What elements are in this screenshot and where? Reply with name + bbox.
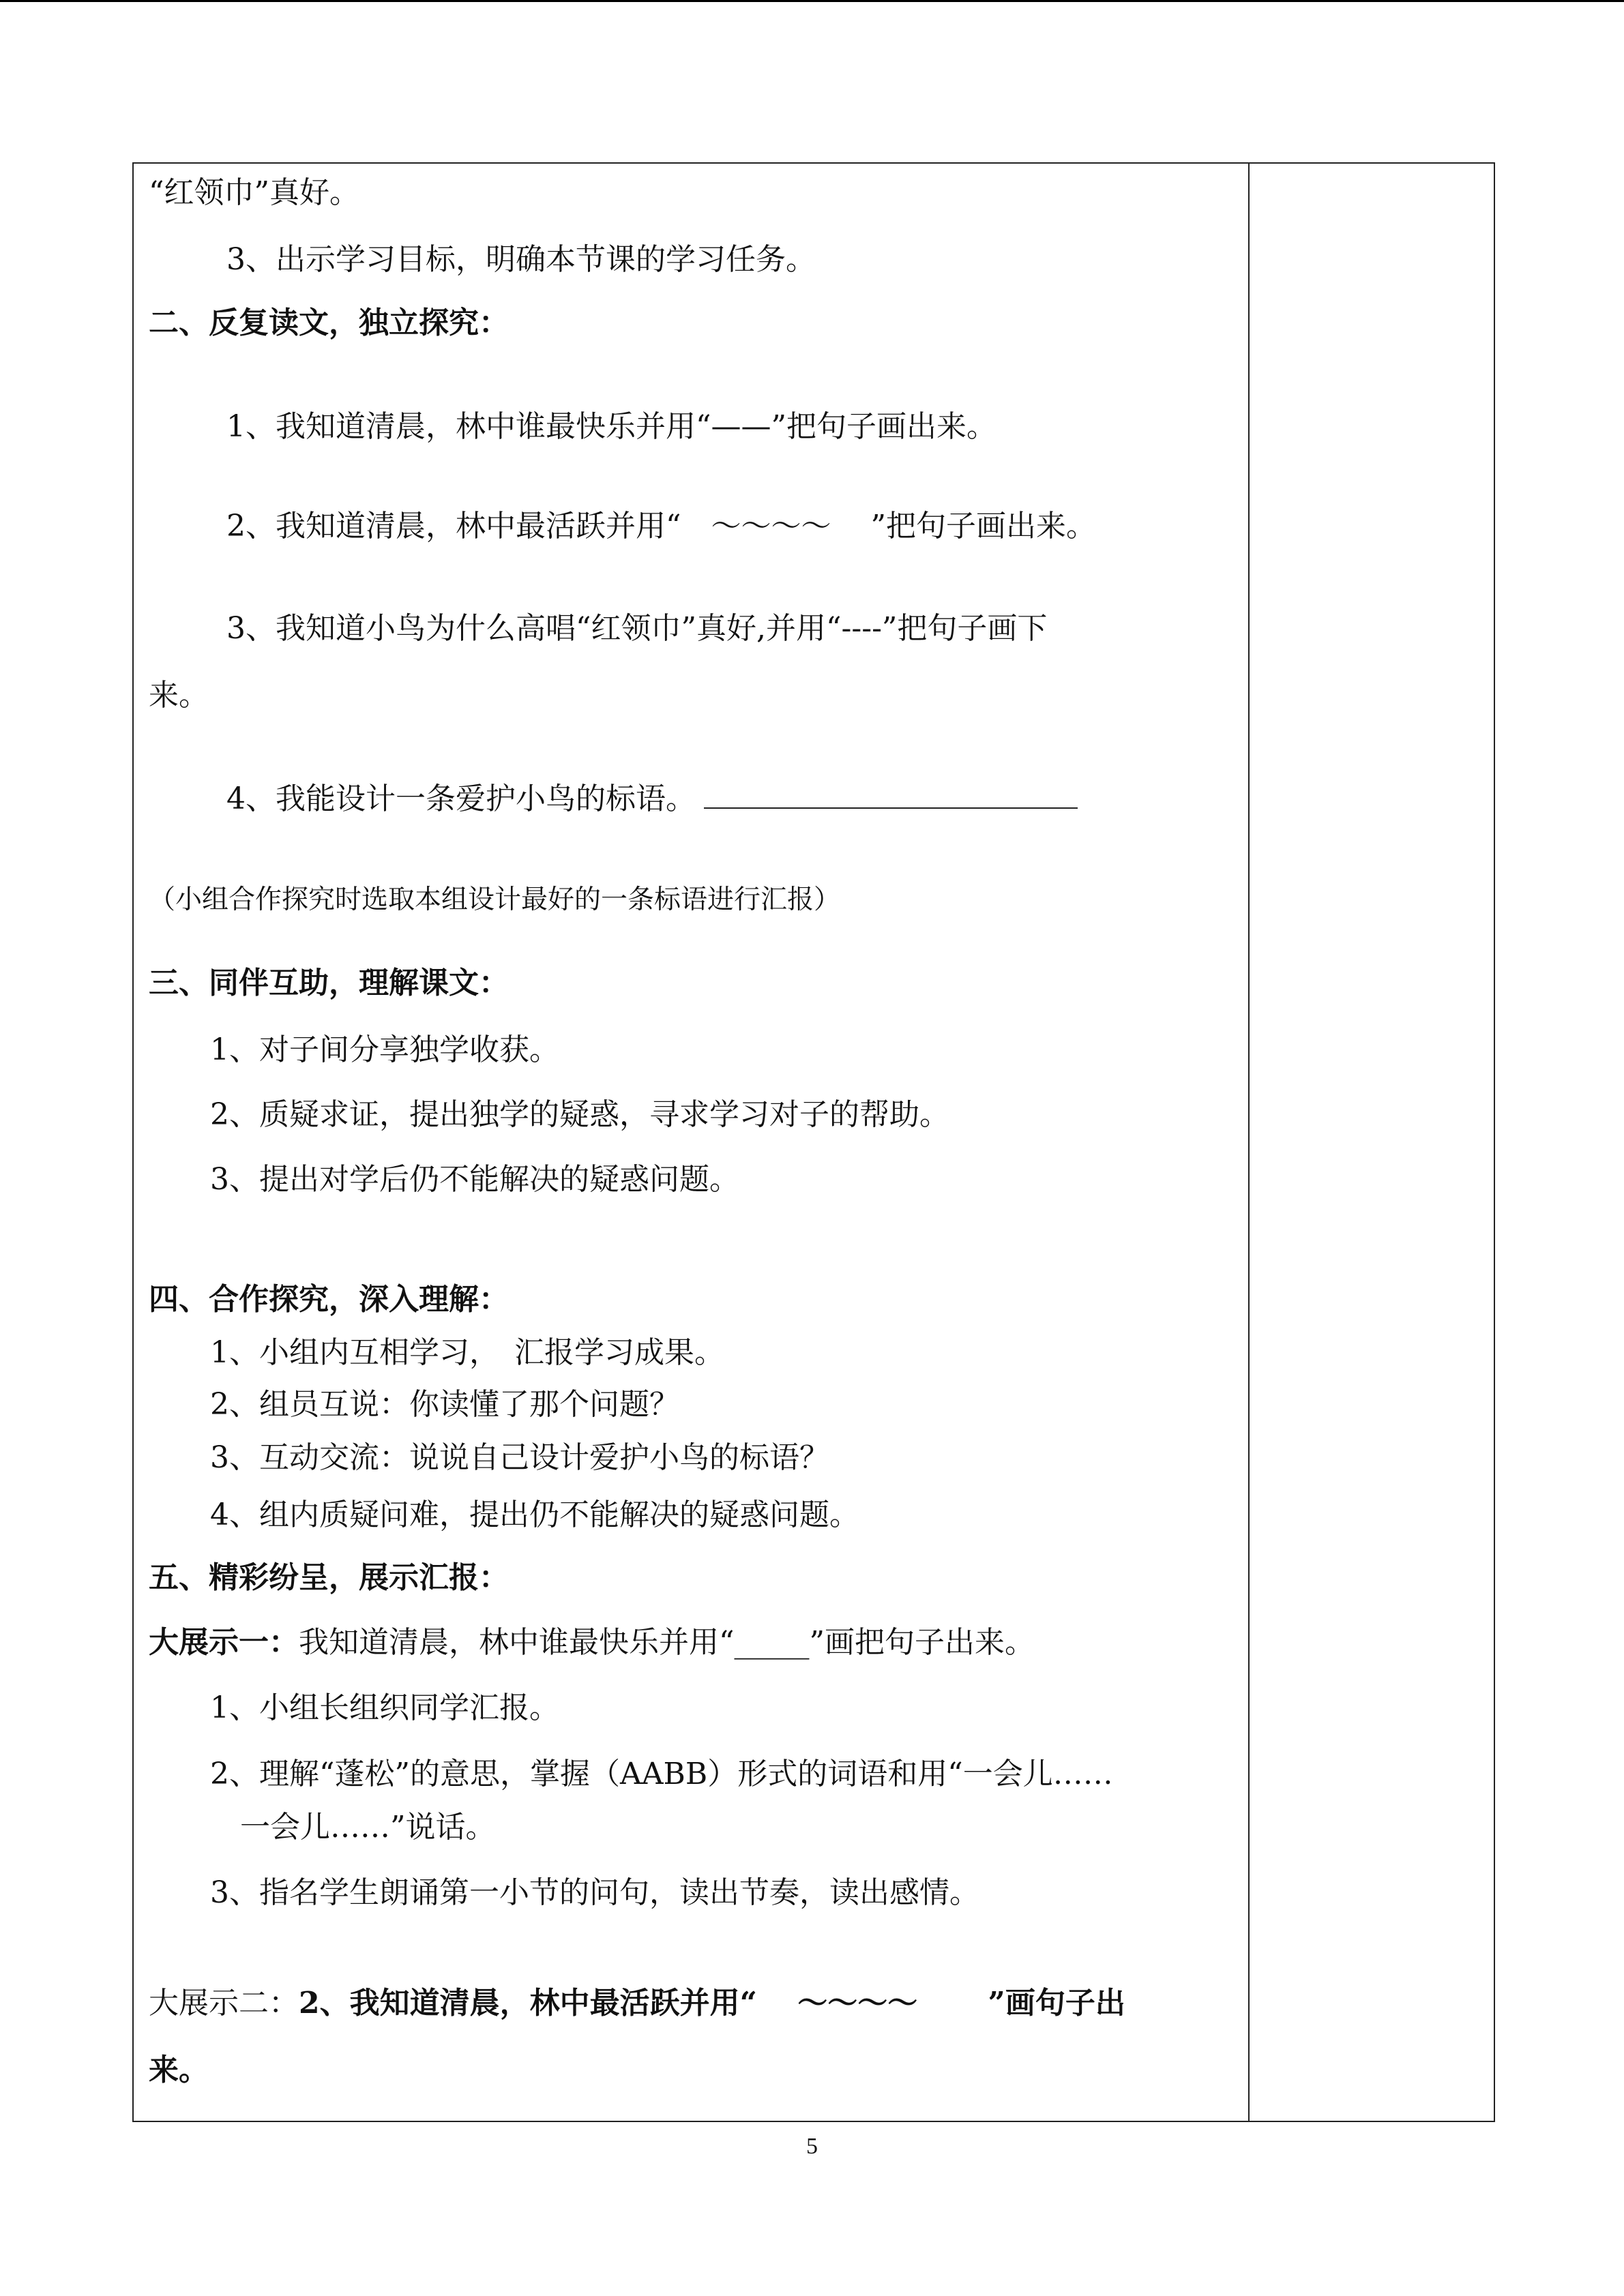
text-line: 1、小组长组织同学汇报。 (210, 1690, 559, 1725)
text-line: 一会儿……”说话。 (240, 1810, 496, 1845)
text-line: 1、对子间分享独学收获。 (210, 1032, 559, 1067)
text-line: 2、质疑求证，提出独学的疑惑，寻求学习对子的帮助。 (210, 1097, 949, 1132)
column-divider (1248, 164, 1250, 2121)
display-one-label: 大展示一： (149, 1625, 299, 1660)
text-line: 2、我知道清晨，林中最活跃并用“ ～～～～ ”把句子画出来。 (226, 509, 1096, 543)
text-line: 来。 (149, 678, 209, 713)
text-line: 3、提出对学后仍不能解决的疑惑问题。 (210, 1162, 739, 1197)
text-line: 1、我知道清晨，林中谁最快乐并用“——”把句子画出来。 (226, 409, 996, 444)
slogan-prompt: 4、我能设计一条爱护小鸟的标语。 (226, 781, 696, 816)
text-line: 2、组员互说：你读懂了那个问题？ (210, 1387, 679, 1422)
section-heading: 二、反复读文，独立探究： (149, 305, 509, 340)
text-line: 来。 (149, 2053, 209, 2087)
section-heading: 五、精彩纷呈，展示汇报： (149, 1560, 509, 1595)
text-line (226, 780, 1078, 818)
display-one-text: 我知道清晨，林中谁最快乐并用“_____”画把句子出来。 (299, 1625, 1035, 1660)
answer-blank-line (704, 780, 1078, 809)
text-line: “红领巾”真好。 (149, 175, 359, 210)
display-two-text: 2、我知道清晨，林中最活跃并用“ ～～～～ ”画句子出 (299, 1986, 1125, 2021)
text-line: 3、我知道小鸟为什么高唱“红领巾”真好,并用“----”把句子画下 (226, 611, 1048, 646)
text-line: 3、指名学生朗诵第一小节的问句，读出节奏，读出感情。 (210, 1875, 979, 1910)
lesson-table (132, 162, 1495, 2122)
top-rule (0, 0, 1624, 2)
section-heading: 四、合作探究，深入理解： (149, 1282, 509, 1317)
text-line: 3、出示学习目标，明确本节课的学习任务。 (226, 242, 816, 277)
text-line: 1、小组内互相学习， 汇报学习成果。 (210, 1335, 724, 1370)
display-one-line (149, 1624, 1035, 1662)
note-text: （小组合作探究时选取本组设计最好的一条标语进行汇报） (149, 884, 841, 915)
display-two-label: 大展示二： (149, 1986, 299, 2021)
text-line: 2、理解“蓬松”的意思，掌握（AABB）形式的词语和用“一会儿…… (210, 1757, 1113, 1791)
text-line: 3、互动交流：说说自己设计爱护小鸟的标语？ (210, 1440, 829, 1475)
page-number: 5 (806, 2134, 818, 2159)
display-two-line (149, 1984, 1125, 2023)
text-line: 4、组内质疑问难，提出仍不能解决的疑惑问题。 (210, 1497, 859, 1532)
lesson-content-cell (149, 164, 1240, 2121)
section-heading: 三、同伴互助，理解课文： (149, 966, 509, 1000)
